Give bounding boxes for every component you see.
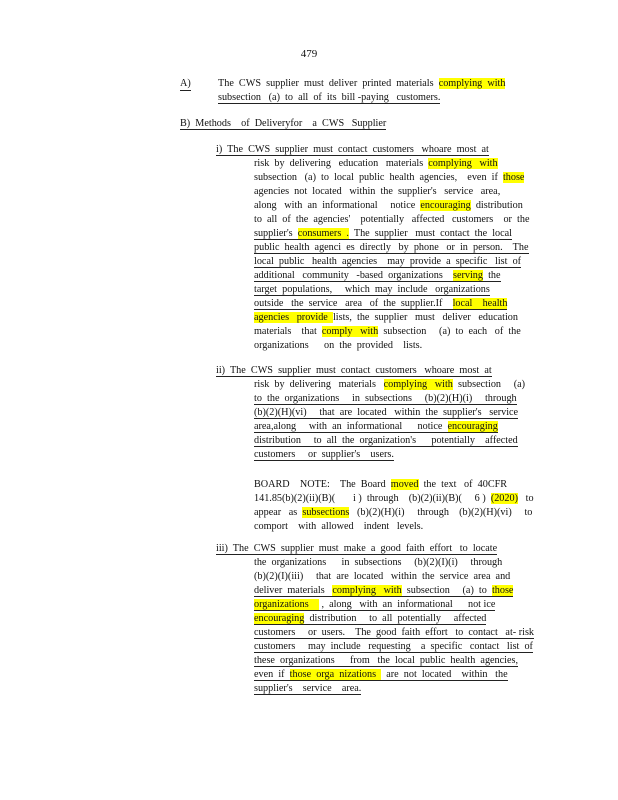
line-text — [254, 669, 508, 681]
highlighted-text: those orga nizations — [289, 669, 382, 680]
highlighted-text: (2020) — [490, 493, 518, 504]
text-run: subsection (a) to — [401, 585, 492, 596]
item-3-line — [254, 556, 502, 569]
item-lead-text: i) The CWS supplier must contact customers whoare most at — [216, 144, 489, 155]
line-text — [254, 599, 495, 611]
highlighted-text: encouraging — [254, 613, 305, 624]
line-text — [254, 393, 517, 405]
text-run: public health agenci es directly by phone or in person. The — [254, 242, 529, 253]
item-1-line — [254, 311, 518, 324]
line-text — [254, 655, 518, 667]
highlighted-text: serving — [453, 270, 483, 281]
board-note-line — [254, 478, 507, 491]
text-run: distribution to all potentially affected — [304, 613, 487, 624]
line-text — [254, 158, 498, 169]
item-1-line — [254, 185, 500, 198]
section-a-line — [218, 77, 505, 90]
page-number: 479 — [300, 48, 318, 60]
highlighted-text: complying with — [332, 585, 402, 596]
text-run: materials that — [254, 326, 322, 337]
text-run: additional community -based organizations — [254, 270, 453, 281]
item-1-line — [254, 297, 507, 310]
text-run: subsection (a) to local public health agencies, even if — [254, 172, 503, 183]
text-run: the text of 40CFR — [418, 479, 508, 490]
item-2-line — [254, 434, 518, 447]
text-run: , along with an informational not ice — [318, 599, 496, 610]
line-text — [254, 571, 510, 582]
item-3-line — [254, 654, 518, 667]
section-a-line — [218, 91, 440, 104]
line-text — [254, 521, 423, 532]
text-run: area,along with an informational notice — [254, 421, 448, 432]
item-3-line — [254, 612, 486, 625]
highlighted-text: complying with — [383, 379, 453, 390]
text-run: (b)(2)(H)(i) through (b)(2)(H)(vi) to — [349, 507, 533, 518]
text-run: deliver materials — [254, 585, 333, 596]
item-2-line — [254, 378, 525, 391]
item-1-line — [254, 157, 498, 170]
highlighted-text: organizations — [254, 599, 319, 610]
line-text — [254, 641, 533, 653]
text-run: The supplier must contact the local — [348, 228, 512, 239]
text-run: subsection (a) to all of its bill -paying customers. — [218, 92, 441, 103]
item-3-line — [254, 626, 534, 639]
item-1-line — [254, 255, 521, 268]
item-1-first-line — [216, 143, 489, 156]
highlighted-text: moved — [390, 479, 419, 490]
text-run: supplier's service area. — [254, 683, 362, 694]
text-run: the — [483, 270, 501, 281]
item-lead-text: iii) The CWS supplier must make a good faith effort to locate — [216, 543, 498, 554]
section-a-label: A) — [180, 78, 191, 89]
highlighted-text: encouraging — [447, 421, 498, 432]
text-run: distribution to all the organization's potentially affected — [254, 435, 518, 446]
item-2-line — [254, 392, 517, 405]
text-run: target populations, which may include organizations — [254, 284, 490, 295]
highlighted-text: consumers . — [297, 228, 349, 239]
highlighted-text: comply with — [321, 326, 379, 337]
line-text — [254, 585, 513, 597]
text-run: customers or supplier's users. — [254, 449, 394, 460]
item-1-line — [254, 269, 501, 282]
line-text — [254, 627, 534, 639]
text-run: (b)(2)(H)(vi) that are located within the supplier's service — [254, 407, 519, 418]
line-text — [254, 507, 532, 518]
line-text — [254, 326, 521, 337]
line-text — [254, 172, 524, 183]
text-run: appear as — [254, 507, 303, 518]
text-run: risk by delivering materials — [254, 379, 384, 390]
highlighted-text: local health — [452, 298, 508, 309]
text-run: (b)(2)(I)(iii) that are located within the service area and — [254, 571, 511, 582]
line-text — [254, 479, 507, 490]
text-run: are not located within the — [381, 669, 508, 680]
highlighted-text: those — [491, 585, 514, 596]
line-text — [254, 270, 501, 282]
text-run: to the organizations in subsections (b)(2)(H)(i) through — [254, 393, 517, 404]
item-3-line — [254, 682, 361, 695]
line-text — [254, 228, 512, 240]
board-note-line — [254, 506, 532, 519]
text-run: to — [517, 493, 534, 504]
item-3-line — [254, 584, 513, 597]
highlighted-text: agencies provide — [254, 312, 333, 323]
text-run: along with an informational notice — [254, 200, 421, 211]
line-text — [254, 340, 422, 351]
text-run: customers or users. The good faith effort to contact at- risk — [254, 627, 534, 638]
item-3-line — [254, 598, 495, 611]
text-run: outside the service area of the supplier.If — [254, 298, 453, 309]
item-2-line — [254, 420, 498, 433]
highlighted-text: those — [502, 172, 525, 183]
item-1-line — [254, 227, 512, 240]
line-text — [254, 200, 523, 211]
item-2-line — [254, 406, 518, 419]
item-1-line — [254, 325, 521, 338]
highlighted-text: complying with — [428, 158, 498, 169]
text-run: risk by delivering education materials — [254, 158, 429, 169]
item-1-line — [254, 241, 529, 254]
heading-text: B) Methods of Deliveryfor a CWS Supplier — [180, 118, 387, 129]
text-run: agencies not located within the supplier's service area, — [254, 186, 501, 197]
line-text — [254, 284, 490, 296]
text-run: lists, the supplier must deliver education — [332, 312, 518, 323]
line-text — [254, 407, 518, 419]
item-1-line — [254, 339, 422, 352]
text-run: The CWS supplier must deliver printed materials — [218, 78, 439, 89]
text-run: to all of the agencies' potentially affected customers or the — [254, 214, 530, 225]
text-run: organizations on the provided lists. — [254, 340, 423, 351]
line-text — [254, 186, 500, 197]
line-text — [218, 78, 505, 89]
section-b-heading — [180, 117, 386, 130]
highlighted-text: complying with — [438, 78, 506, 89]
text-run: distribution — [470, 200, 523, 211]
item-2-first-line — [216, 364, 492, 377]
item-2-line — [254, 448, 394, 461]
item-3-line — [254, 640, 533, 653]
text-run: even if — [254, 669, 290, 680]
text-run: the organizations in subsections (b)(2)(I)(i) through — [254, 557, 503, 568]
text-run: subsection (a) — [452, 379, 526, 390]
item-3-first-line — [216, 542, 497, 555]
text-run: customers may include requesting a specific contact list of — [254, 641, 533, 652]
line-text — [254, 493, 534, 504]
line-text — [254, 613, 486, 625]
highlighted-text: encouraging — [420, 200, 471, 211]
line-text — [254, 214, 530, 225]
item-1-line — [254, 171, 524, 184]
text-run: subsection (a) to each of the — [378, 326, 521, 337]
board-note-line — [254, 492, 534, 505]
item-lead-text: ii) The CWS supplier must contact customers whoare most at — [216, 365, 492, 376]
line-text — [254, 449, 394, 461]
line-text — [254, 242, 529, 254]
item-1-line — [254, 283, 490, 296]
text-run: supplier's — [254, 228, 298, 239]
text-run: 141.85(b)(2)(ii)(B)( i ) through (b)(2)(ii)(B)( 6 ) — [254, 493, 491, 504]
line-text — [254, 256, 521, 268]
line-text — [254, 312, 518, 323]
text-run: BOARD NOTE: The Board — [254, 479, 391, 490]
line-text — [254, 435, 518, 447]
line-text — [254, 379, 525, 390]
item-1-line — [254, 199, 523, 212]
board-note-line — [254, 520, 423, 533]
line-text — [254, 298, 507, 310]
highlighted-text: subsections — [302, 507, 350, 518]
line-text — [254, 683, 361, 695]
item-3-line — [254, 570, 510, 583]
item-1-line — [254, 213, 530, 226]
line-text — [218, 92, 440, 104]
text-run: local public health agencies may provide a specific list of — [254, 256, 522, 267]
item-3-line — [254, 668, 508, 681]
text-run: comport with allowed indent levels. — [254, 521, 424, 532]
text-run: these organizations from the local public health agencies, — [254, 655, 519, 666]
line-text — [254, 557, 502, 568]
line-text — [254, 421, 498, 433]
